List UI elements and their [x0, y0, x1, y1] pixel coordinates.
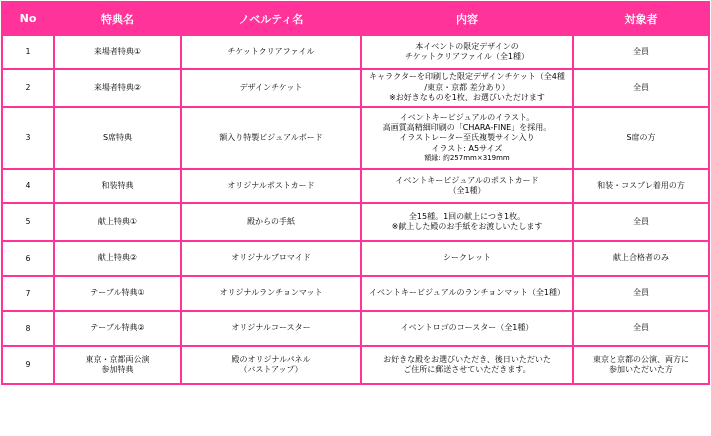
- cell-bonus-name: [55, 170, 180, 202]
- cell-bonus-name-line: 来場者特典②: [93, 82, 142, 92]
- cell-content-line: イラスト: A5サイズ: [431, 143, 503, 153]
- table-row: [3, 312, 708, 345]
- cell-content-line: イベントキービジュアルのポストカード: [395, 175, 539, 185]
- cell-content-line: イベントキービジュアルのイラスト。: [399, 112, 535, 122]
- header-novelty-name: ノベルティ名: [182, 3, 360, 34]
- cell-target: [574, 204, 708, 240]
- cell-content-line: イベントロゴのコースター（全1種）: [400, 323, 534, 333]
- cell-bonus-name-line: 来場者特典①: [93, 46, 142, 56]
- cell-content: [362, 36, 572, 68]
- cell-content-line: イベントキービジュアルのランチョンマット（全1種）: [368, 288, 566, 298]
- cell-content: [362, 277, 572, 310]
- cell-bonus-name-line: 参加特典: [101, 365, 134, 374]
- header-target: 対象者: [574, 3, 708, 34]
- cell-no: 2: [3, 70, 53, 106]
- cell-target: [574, 108, 708, 168]
- cell-content: [362, 312, 572, 345]
- cell-bonus-name-line: 献上特典①: [97, 216, 138, 226]
- table-row: [3, 277, 708, 310]
- bonus-table: [1, 1, 710, 385]
- cell-content: [362, 204, 572, 240]
- cell-bonus-name-line: 献上特典②: [97, 253, 138, 263]
- cell-content-line: /東京・京都 差分あり）: [424, 82, 510, 92]
- cell-target-line: S席の方: [626, 132, 656, 142]
- cell-content-line: イラストレーター至氏複製サイン入り: [399, 133, 535, 143]
- cell-content-line: 本イベントの限定デザインの: [415, 41, 519, 51]
- cell-novelty-name: [182, 312, 360, 345]
- cell-novelty-name: [182, 108, 360, 168]
- table-row: [3, 242, 708, 275]
- header-content: 内容: [362, 3, 572, 34]
- cell-target-line: 全員: [633, 323, 649, 333]
- cell-target-line: 全員: [633, 216, 649, 226]
- cell-novelty-name: [182, 347, 360, 383]
- cell-bonus-name-line: テーブル特典②: [90, 323, 145, 333]
- cell-target-line: 東京と京都の公演、両方に: [593, 354, 689, 364]
- cell-bonus-name: [55, 277, 180, 310]
- cell-target-line: 和装・コスプレ着用の方: [597, 180, 685, 190]
- cell-bonus-name: [55, 312, 180, 345]
- cell-no: 4: [3, 170, 53, 202]
- cell-bonus-name-line: 和装特典: [101, 180, 134, 190]
- cell-novelty-name: [182, 170, 360, 202]
- cell-content-line: チケットクリアファイル（全1種）: [404, 52, 530, 61]
- cell-target-line: 参加いただいた方: [609, 365, 673, 374]
- table-row: [3, 170, 708, 202]
- cell-content-line: ご住所に郵送させていただきます。: [403, 365, 531, 374]
- cell-novelty-name-line: （バストアップ）: [239, 365, 303, 374]
- cell-target: [574, 277, 708, 310]
- cell-no: 3: [3, 108, 53, 168]
- table-row: [3, 36, 708, 68]
- cell-content-line: 全15種。1回の献上につき1枚。: [408, 211, 526, 221]
- cell-bonus-name-line: S席特典: [102, 132, 133, 142]
- table-row: [3, 204, 708, 240]
- cell-target: [574, 242, 708, 275]
- cell-content-line: シークレット: [443, 253, 491, 263]
- bonus-table-wrapper: [1, 1, 710, 385]
- cell-content-line: 額縁: 約257mm×319mm: [424, 154, 510, 163]
- table-row: [3, 108, 708, 168]
- cell-bonus-name-line: テーブル特典①: [90, 288, 145, 298]
- cell-target-line: 全員: [633, 82, 649, 92]
- cell-content-line: キャラクターを印刷した限定デザインチケット（全4種: [369, 72, 565, 82]
- cell-content-line: 高画質高精細印刷の「CHARA-FINE」を採用。: [382, 123, 552, 133]
- cell-content-line: ※お好きなものを1枚、お選びいただけます: [389, 93, 545, 103]
- cell-target: [574, 170, 708, 202]
- cell-content: [362, 70, 572, 106]
- cell-bonus-name: [55, 204, 180, 240]
- cell-content-line: お好きな殿をお選びいただき、後日いただいた: [383, 354, 551, 364]
- cell-no: 5: [3, 204, 53, 240]
- cell-content: [362, 347, 572, 383]
- cell-bonus-name: [55, 108, 180, 168]
- cell-content: [362, 242, 572, 275]
- cell-content: [362, 108, 572, 168]
- cell-no: 9: [3, 347, 53, 383]
- cell-target: [574, 312, 708, 345]
- cell-bonus-name-line: 東京・京都両公演: [85, 354, 150, 364]
- cell-novelty-name-line: オリジナルコースター: [231, 323, 311, 333]
- cell-bonus-name: [55, 36, 180, 68]
- cell-novelty-name-line: 殿のオリジナルパネル: [231, 354, 311, 364]
- cell-target-line: 全員: [633, 288, 649, 298]
- cell-target: [574, 36, 708, 68]
- cell-novelty-name-line: デザインチケット: [239, 82, 303, 92]
- header-bonus-name: 特典名: [55, 3, 180, 34]
- cell-target: [574, 70, 708, 106]
- cell-novelty-name: [182, 70, 360, 106]
- cell-novelty-name: [182, 204, 360, 240]
- cell-novelty-name-line: オリジナルポストカード: [227, 180, 315, 190]
- cell-content: [362, 170, 572, 202]
- cell-no: 1: [3, 36, 53, 68]
- cell-novelty-name: [182, 36, 360, 68]
- table-row: [3, 347, 708, 383]
- cell-bonus-name: [55, 242, 180, 275]
- cell-novelty-name-line: オリジナルブロマイド: [231, 253, 311, 263]
- table-header-row: [3, 3, 708, 34]
- cell-content-line: （全1種）: [448, 186, 486, 195]
- table-row: [3, 70, 708, 106]
- cell-no: 7: [3, 277, 53, 310]
- cell-bonus-name: [55, 347, 180, 383]
- cell-no: 6: [3, 242, 53, 275]
- cell-novelty-name-line: オリジナルランチョンマット: [219, 288, 323, 298]
- cell-bonus-name: [55, 70, 180, 106]
- cell-novelty-name: [182, 277, 360, 310]
- cell-content-line: ※献上した殿のお手紙をお渡しいたします: [391, 222, 543, 231]
- table-body: [3, 36, 708, 383]
- cell-novelty-name-line: チケットクリアファイル: [227, 46, 315, 56]
- cell-target: [574, 347, 708, 383]
- cell-novelty-name-line: 額入り特製ビジュアルボード: [219, 132, 323, 142]
- header-no: No: [3, 3, 53, 34]
- cell-novelty-name-line: 殿からの手紙: [247, 216, 295, 226]
- cell-target-line: 献上合格者のみ: [613, 253, 669, 263]
- cell-no: 8: [3, 312, 53, 345]
- cell-target-line: 全員: [633, 46, 649, 56]
- cell-novelty-name: [182, 242, 360, 275]
